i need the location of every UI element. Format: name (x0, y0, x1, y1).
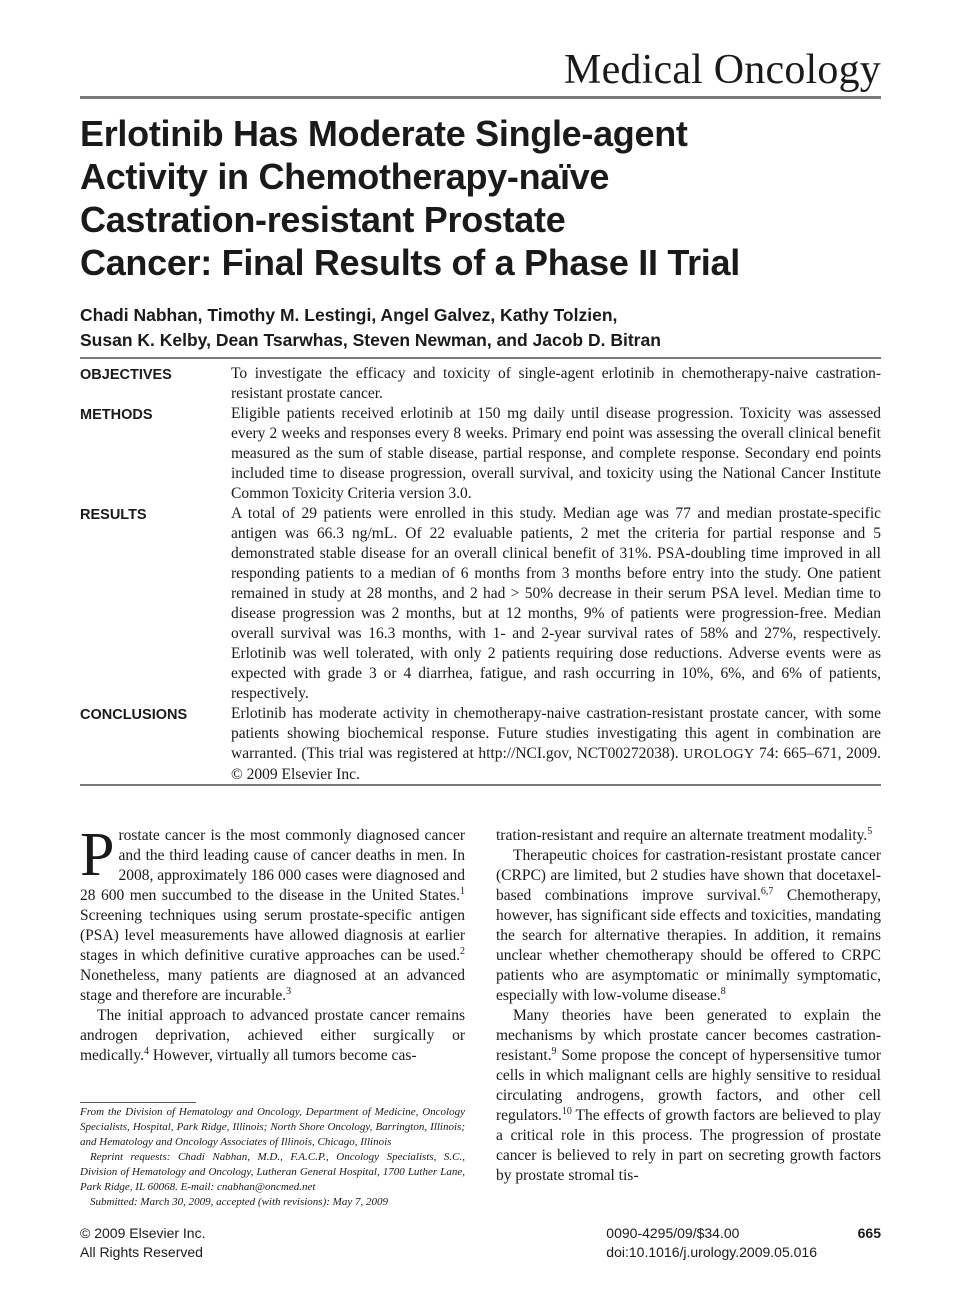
body-paragraph (80, 1006, 465, 1066)
body-paragraph (496, 846, 881, 1006)
registration-id: , NCT00272038). (568, 745, 684, 762)
trial-registry-link[interactable]: http://NCI.gov (478, 745, 569, 762)
reference-marker[interactable]: 9 (551, 1045, 557, 1057)
reprint-note (80, 1150, 465, 1195)
body-text: Screening techniques using serum prostate-specific antigen (PSA) level measurements have allowed diagnosis at earlier stages in which definitive curative approaches can be used. (80, 907, 465, 964)
body-text: Some propose the concept of hypersensitive tumor cells in which malignant cells are highly sensitive to residual circulating androgens, growth factors, and other cell regulators. (496, 1047, 881, 1124)
abstract-methods (80, 404, 881, 504)
body-text: Therapeutic choices for castration-resistant prostate cancer (CRPC) are limited, but 2 studies have shown that docetaxel-based combinations improve survival. (496, 847, 881, 904)
body-paragraph (80, 821, 465, 1006)
author-list (80, 303, 661, 353)
reference-marker[interactable]: 2 (460, 945, 465, 957)
body-text: The initial approach to advanced prostate cancer remains androgen deprivation, achieved either surgically or medically. (80, 1007, 465, 1064)
title-line: Erlotinib Has Moderate Single-agent (80, 113, 688, 154)
body-text: The effects of growth factors are believed to play a critical role in this process. The progression of prostate cancer is believed to rely in part on secreting growth factors by prostate stromal tis- (496, 1107, 881, 1184)
body-text: tration-resistant and require an alternate treatment modality. (496, 827, 868, 844)
footnotes (80, 1105, 465, 1210)
reference-marker[interactable]: 1 (460, 885, 465, 897)
footer-left (80, 1224, 206, 1262)
body-text: Many theories have been generated to explain the mechanisms by which prostate cancer becomes castration-resistant. (496, 1007, 881, 1064)
abstract-text: A total of 29 patients were enrolled in this study. Median age was 77 and median prostate-specific antigen was 66.3 ng/mL. Of 22 evaluable patients, 2 met the criteria for partial response and 5 demonstrated stable disease for an overall clinical benefit of 31%. PSA-doubling time improved in all responding patients to a median of 6 months from 3 months before entry into the study. One patient remained in study at 28 months, and 2 had > 50% decrease in their serum PSA level. Median time to disease progression was 2 months, but at 12 months, 9% of patients were progression-free. Median overall survival was 16.3 months, with 1- and 2-year survival rates of 58% and 27%, respectively. Erlotinib was well tolerated, with only 2 patients requiring dose reductions. Adverse events were as expected with grade 3 or 4 diarrhea, fatigue, and rash occurring in 10%, 6%, and 6% of patients, respectively. (231, 505, 881, 702)
drop-cap: P (80, 821, 115, 889)
issn: 0090-4295/09/$34.00 (606, 1225, 740, 1241)
email-link[interactable]: cnabhan@oncmed.net (216, 1181, 316, 1193)
conclusions-text: Erlotinib has moderate activity in chemotherapy-naive castration-resistant prostate cancer, with some patients showing biochemical response. Future studies investigating this agent in combination are warranted. (This trial was registered at (231, 705, 881, 762)
copyright: © 2009 Elsevier Inc. (80, 1225, 206, 1241)
abstract-heading: METHODS (80, 407, 153, 423)
title-line: Cancer: Final Results of a Phase II Trial (80, 242, 740, 283)
abstract-text: Eligible patients received erlotinib at 150 mg daily until disease progression. Toxicity was assessed every 2 weeks and responses every 8 weeks. Primary end point was assessing the overall clinical benefit measured as the sum of stable disease, partial response, and complete response. Secondary end points included time to disease progression, overall survival, and toxicity using the National Cancer Institute Common Toxicity Criteria version 3.0. (231, 405, 881, 502)
abstract-text: To investigate the efficacy and toxicity of single-agent erlotinib in chemotherapy-naive castration-resistant prostate cancer. (231, 365, 881, 402)
reference-marker[interactable]: 6,7 (760, 885, 774, 897)
body-paragraph (496, 1006, 881, 1186)
abstract-text (231, 704, 881, 785)
abstract (80, 364, 881, 785)
abstract-heading: OBJECTIVES (80, 367, 172, 383)
abstract-bottom-rule (80, 784, 881, 786)
reference-marker[interactable]: 4 (143, 1045, 149, 1057)
reference-marker[interactable]: 3 (286, 985, 292, 997)
abstract-heading: CONCLUSIONS (80, 707, 188, 723)
body-text: Chemotherapy, however, has significant side effects and toxicities, mandating the search for alternative therapies. In addition, it remains unclear whether chemotherapy should be offered to CRPC patients who are asymptomatic or minimally symptomatic, especially with low-volume disease. (496, 887, 881, 1004)
abstract-heading: RESULTS (80, 507, 147, 523)
reprint-text: Reprint requests: Chadi Nabhan, M.D., F.A.C.P., Oncology Specialists, S.C., Division of Hematology and Oncology, Lutheran General Hospital, 1700 Luther Lane, Park Ridge, IL 60068. E-mail: (80, 1151, 465, 1193)
body-text: rostate cancer is the most commonly diagnosed cancer and the third leading cause of cancer deaths in men. In 2008, approximately 186 000 cases were diagnosed and 28 600 men succumbed to the disease in the United States. (80, 827, 465, 904)
article-title (80, 112, 881, 284)
body-column-right (496, 826, 881, 1186)
citation: 74: 665–671, 2009. © 2009 Elsevier Inc. (231, 745, 881, 783)
submission-note: Submitted: March 30, 2009, accepted (with revisions): May 7, 2009 (90, 1196, 388, 1208)
doi[interactable]: doi:10.1016/j.urology.2009.05.016 (606, 1244, 817, 1260)
body-text: Nonetheless, many patients are diagnosed at an advanced stage and therefore are incurable. (80, 967, 465, 1004)
reference-marker[interactable]: 8 (720, 985, 726, 997)
journal-section-title: Medical Oncology (564, 47, 881, 93)
reference-marker[interactable]: 5 (867, 825, 873, 837)
journal-reference: UROLOGY (683, 747, 755, 762)
reference-marker[interactable]: 10 (561, 1105, 572, 1117)
body-column-left (80, 821, 465, 1066)
affiliation-note: From the Division of Hematology and Oncology, Department of Medicine, Oncology Specialists, Hospital, Park Ridge, Illinois; North Shore Oncology, Barrington, Illinois; and Hematology and Oncology Associates of Illinois, Chicago, Illinois (80, 1106, 465, 1148)
author-line: Susan K. Kelby, Dean Tsarwhas, Steven Newman, and Jacob D. Bitran (80, 330, 661, 350)
abstract-results (80, 504, 881, 704)
footer-right (606, 1224, 817, 1262)
header-rule (80, 96, 881, 99)
title-line: Activity in Chemotherapy-naïve (80, 156, 610, 197)
rights: All Rights Reserved (80, 1244, 203, 1260)
abstract-top-rule (80, 357, 881, 359)
abstract-objectives (80, 364, 881, 404)
page-number: 665 (857, 1225, 881, 1241)
body-paragraph (496, 826, 881, 846)
footnote-rule (80, 1102, 196, 1103)
article-page (80, 0, 881, 1290)
abstract-conclusions (80, 704, 881, 785)
author-line: Chadi Nabhan, Timothy M. Lestingi, Angel Galvez, Kathy Tolzien, (80, 305, 618, 325)
title-line: Castration-resistant Prostate (80, 199, 566, 240)
body-text: However, virtually all tumors become cas- (148, 1047, 417, 1064)
